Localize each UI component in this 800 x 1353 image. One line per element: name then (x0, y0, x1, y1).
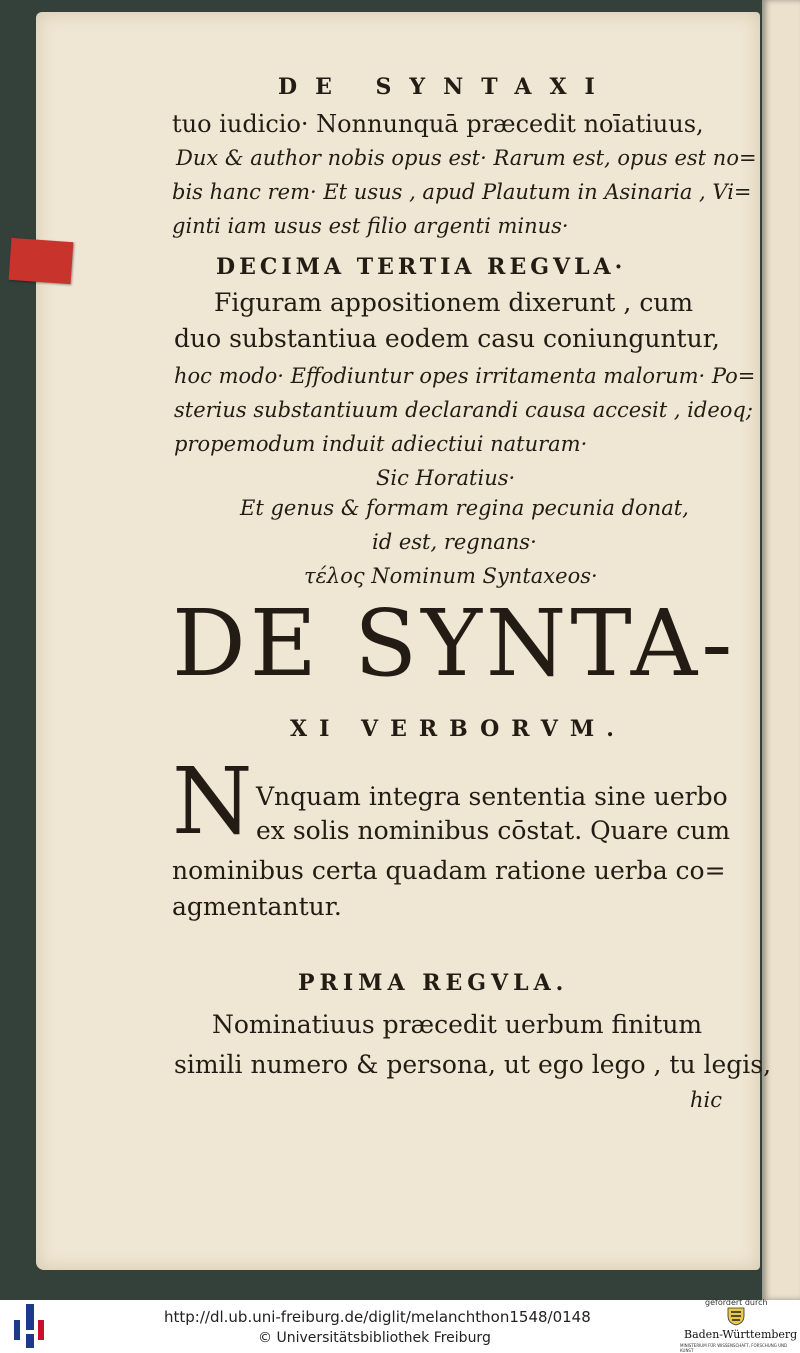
text-line: Figuram appositionem dixerunt , cum (214, 288, 694, 317)
adjacent-page-edge (762, 0, 800, 1300)
text-line: bis hanc rem· Et usus , apud Plautum in Asinaria , Vi= (172, 180, 752, 204)
explicit-line: τέλος Nominum Syntaxeos· (304, 564, 598, 588)
rule-heading: DECIMA TERTIA REGVLA· (216, 254, 627, 280)
permalink-link[interactable]: http://dl.ub.uni-freiburg.de/diglit/melanchthon1548/0148 (164, 1308, 591, 1326)
text-line: sterius substantiuum declarandi causa accesit , ideoq; (174, 398, 753, 422)
text-line: ex solis nominibus cōstat. Quare cum (256, 816, 731, 845)
funder-label: gefördert durch (705, 1298, 768, 1307)
text-line: simili numero & persona, ut ego lego , tu legis, (174, 1050, 772, 1079)
text-line: agmentantur. (172, 892, 342, 921)
text-line: nominibus certa quadam ratione uerba co= (172, 856, 726, 885)
text-line: propemodum induit adiectiui naturam· (174, 432, 588, 456)
catchword: hic (690, 1088, 723, 1112)
copyright-text: © Universitätsbibliothek Freiburg (258, 1330, 491, 1346)
rule-heading: PRIMA REGVLA. (298, 970, 569, 996)
verse-line: Et genus & formam regina pecunia donat, (240, 496, 689, 520)
running-head: DE SYNTAXI (278, 74, 613, 100)
funder-name: Baden-Württemberg (684, 1328, 798, 1341)
funder-subtitle: MINISTERIUM FÜR WISSENSCHAFT, FORSCHUNG UND KUNST (680, 1343, 788, 1353)
red-page-marker (9, 238, 74, 284)
text-line: Dux & author nobis opus est· Rarum est, opus est no= (176, 146, 757, 170)
text-line: Nominatiuus præcedit uerbum finitum (212, 1010, 703, 1039)
text-line: duo substantiua eodem casu coniunguntur, (174, 324, 720, 353)
library-logo-icon (10, 1304, 50, 1348)
text-line: id est, regnans· (372, 530, 537, 554)
coat-of-arms-icon (724, 1306, 748, 1326)
text-line: Sic Horatius· (376, 466, 516, 490)
text-line: hoc modo· Effodiuntur opes irritamenta malorum· Po= (174, 364, 756, 388)
drop-capital: N (172, 748, 253, 855)
text-line: Vnquam integra sententia sine uerbo (256, 782, 728, 811)
section-title: DE SYNTA- (172, 590, 737, 697)
section-subtitle: XI VERBORVM. (290, 716, 626, 742)
text-line: tuo iudicio· Nonnunquā præcedit noīatiuus, (172, 110, 704, 138)
text-line: ginti iam usus est filio argenti minus· (172, 214, 569, 238)
